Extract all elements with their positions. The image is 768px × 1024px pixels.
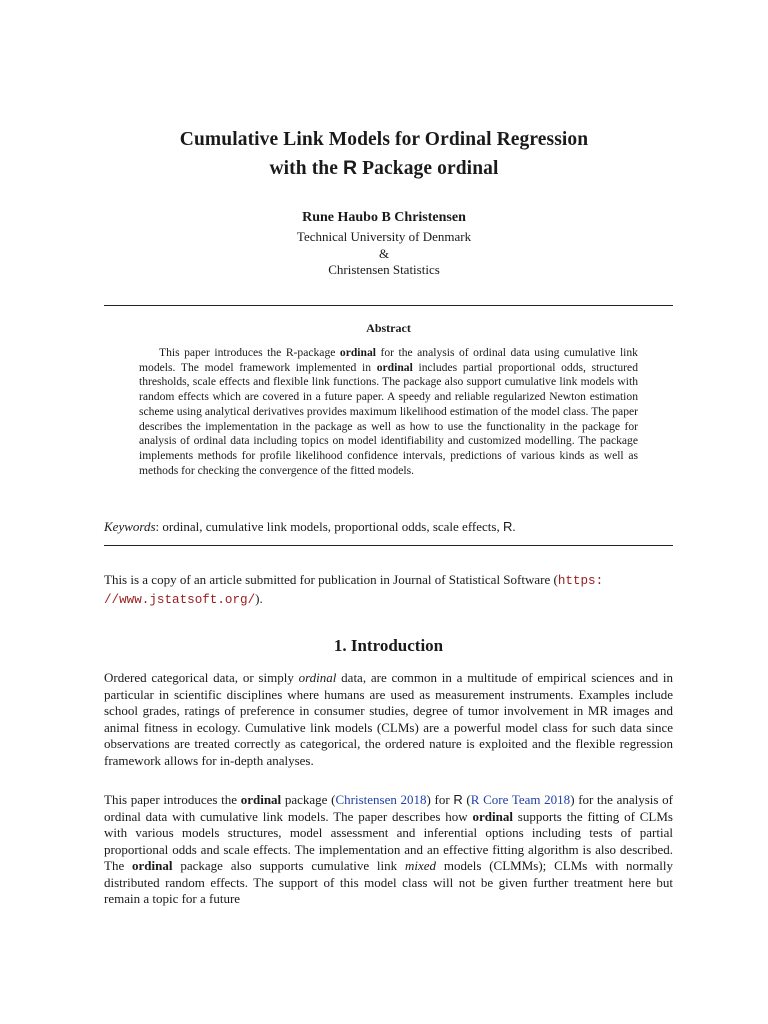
abstract-text-part: This paper introduces the R-package (159, 346, 340, 359)
jss-link-part-2[interactable]: //www.jstatsoft.org/ (104, 593, 256, 607)
author-name: Rune Haubo B Christensen (302, 210, 466, 225)
title-text: with the (269, 158, 343, 179)
submission-note (104, 571, 673, 609)
section-heading-introduction: 1. Introduction (333, 636, 444, 655)
intro-emphasis: ordinal (298, 670, 337, 685)
intro-text: Ordered categorical data, or simply (104, 670, 299, 685)
abstract-heading: Abstract (366, 321, 411, 335)
abstract-package-name: ordinal (339, 346, 376, 359)
intro-text: ) for the analysis of ordinal data with cumulative link models. The paper describes how (104, 792, 673, 824)
intro-text: package also supports cumulative link (172, 858, 405, 873)
intro-paragraph-2 (104, 792, 673, 908)
intro-package-name: ordinal (132, 858, 173, 873)
paper-title (60, 126, 708, 183)
affiliation-1: Technical University of Denmark (296, 229, 472, 244)
intro-text: ( (462, 792, 471, 807)
intro-emphasis: mixed (404, 858, 437, 873)
keywords-label: Keywords (104, 519, 156, 534)
intro-r-language: R (453, 792, 463, 807)
affiliation-2: Christensen Statistics (328, 262, 440, 277)
affiliation-ampersand: & (378, 246, 390, 261)
citation-christensen-2018[interactable]: Christensen 2018 (335, 792, 427, 807)
abstract-text-part: includes partial proportional odds, structured thresholds, scale effects and flexible link functions. The package also support cumulative link models with random effects which are covered in a future paper. A speedy and reliable regularized Newton estimation scheme using analytical derivatives provides maximum likelihood estimation of the model class. The paper describes the implementation in the package as well as how to use the functionality in the package for analysis of ordinal data including topics on model identifiability and customized modelling. The package implements methods for profile likelihood confidence intervals, predictions of various kinds as well as methods for checking the convergence of the fitted models. (139, 360, 638, 477)
submission-note-end: ). (255, 591, 263, 606)
intro-package-name: ordinal (472, 808, 513, 824)
keywords-text: : ordinal, cumulative link models, proportional odds, scale effects, (155, 519, 503, 534)
abstract-top-rule (104, 305, 673, 306)
title-line-1: Cumulative Link Models for Ordinal Regression (179, 129, 589, 150)
abstract-bottom-rule (104, 545, 673, 546)
jss-link-part-1[interactable]: https: (557, 574, 604, 588)
submission-note-text: This is a copy of an article submitted for publication in Journal of Statistical Software ( (104, 572, 558, 587)
intro-paragraph-1 (104, 670, 673, 769)
keywords-r: R (502, 519, 513, 534)
intro-text: models (CLMMs); CLMs with normally distributed random effects. The support of this model class will not be given further treatment here but remain a topic for a future (104, 858, 673, 906)
title-line-2 (60, 154, 708, 183)
intro-text: ) for (426, 792, 454, 807)
title-package-name: ordinal (437, 158, 499, 179)
intro-text: This paper introduces the (104, 792, 241, 807)
title-text: Package (357, 158, 438, 179)
keywords-end: . (512, 519, 516, 534)
citation-r-core-team-2018[interactable]: R Core Team 2018 (470, 792, 571, 807)
abstract-text (139, 346, 638, 478)
abstract-text-part: for the analysis of ordinal data using cumulative link models. The model framework implemented in (139, 346, 638, 374)
intro-text: package ( (281, 792, 336, 807)
title-r-language: R (342, 157, 358, 179)
intro-text: data, are common in a multitude of empirical sciences and in particular in scientific disciplines where humans are used as measurement instruments. Examples include school grades, ratings of preference in consumer studies, degree of tumor involvement in MR images and animal fitness in ecology. Cumulative link models (CLMs) are a powerful model class for such data since observations are treated correctly as categorical, the ordered nature is exploited and the flexible regression framework allows for in-depth analyses. (104, 670, 673, 768)
intro-text: supports the fitting of CLMs with various models structures, model assessment and inferential options including tests of partial proportional odds and scale effects. The implementation and an effective fitting algorithm is also described. The (104, 808, 673, 873)
keywords-line (104, 518, 673, 535)
abstract-package-name: ordinal (376, 360, 413, 374)
intro-package-name: ordinal (240, 792, 282, 807)
